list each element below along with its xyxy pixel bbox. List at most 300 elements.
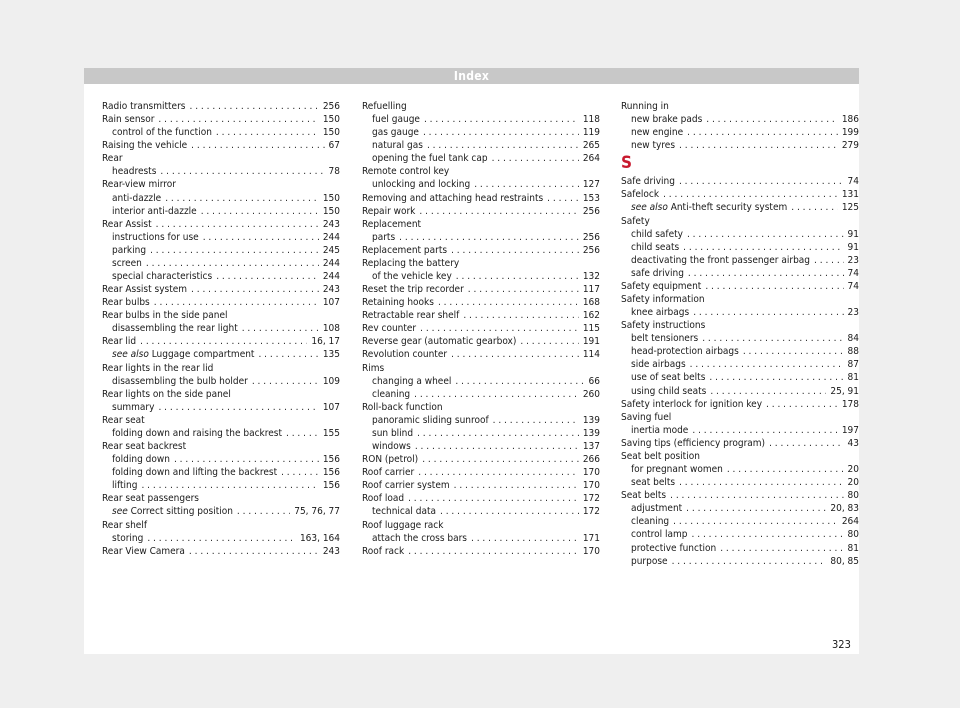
entry-text: Revolution counter: [362, 349, 448, 361]
page-reference: 132: [582, 271, 600, 283]
entry-text: Removing and attaching head restraints: [362, 192, 544, 204]
index-entry: [621, 201, 859, 214]
entry-text: control lamp: [631, 529, 688, 541]
page-reference: 155: [322, 427, 340, 439]
entry-text: using child seats: [631, 385, 707, 397]
entry-label: [102, 440, 186, 453]
index-heading: [362, 100, 600, 113]
entry-text: Roll-back function: [362, 401, 443, 413]
dot-leader: [201, 205, 319, 218]
page-reference: 178: [841, 398, 859, 410]
dot-leader: [191, 139, 324, 152]
entry-label: [112, 165, 156, 178]
page-reference: 244: [322, 231, 340, 243]
dot-leader: [670, 489, 843, 502]
index-entry: [621, 241, 859, 254]
index-entry: [621, 555, 859, 568]
dot-leader: [414, 388, 579, 401]
entry-text: folding down and lifting the backrest: [112, 467, 278, 479]
index-entry: [102, 505, 340, 518]
index-entry: [102, 165, 340, 178]
entry-text: Retaining hooks: [362, 297, 434, 309]
entry-text: Rear Assist: [102, 218, 152, 230]
dot-leader: [520, 335, 578, 348]
entry-text: Roof carrier: [362, 467, 415, 479]
index-column-3: [621, 100, 859, 568]
index-heading: [362, 165, 600, 178]
index-heading: [102, 519, 340, 532]
entry-text: Safe driving: [621, 176, 675, 188]
index-heading: [621, 293, 859, 306]
see-reference: see: [112, 506, 128, 518]
index-entry: [102, 335, 340, 348]
dot-leader: [702, 332, 843, 345]
entry-label: [112, 532, 143, 545]
index-entry: [102, 139, 340, 152]
dot-leader: [456, 270, 579, 283]
dot-leader: [720, 542, 843, 555]
dot-leader: [710, 385, 826, 398]
entry-text: Roof rack: [362, 545, 405, 557]
dot-leader: [492, 152, 579, 165]
entry-label: [112, 192, 161, 205]
index-entry: [102, 296, 340, 309]
index-entry: [102, 545, 340, 558]
entry-text: cleaning: [372, 388, 411, 400]
page-reference: 139: [582, 427, 600, 439]
entry-text: attach the cross bars: [372, 532, 467, 544]
page-reference: 150: [322, 127, 340, 139]
entry-text: fuel gauge: [372, 114, 420, 126]
entry-text: Saving fuel: [621, 411, 672, 423]
entry-text: Rear-view mirror: [102, 179, 176, 191]
entry-label: [631, 555, 668, 568]
entry-label: [102, 492, 199, 505]
page-reference: 243: [322, 218, 340, 230]
entry-label: [621, 398, 762, 411]
entry-text: Rear lid: [102, 336, 137, 348]
page-reference: 20: [847, 477, 859, 489]
index-entry: [621, 175, 859, 188]
entry-text: RON (petrol): [362, 454, 419, 466]
entry-label: [112, 401, 154, 414]
dot-leader: [417, 427, 579, 440]
page-reference: 74: [847, 176, 859, 188]
entry-label: [102, 218, 152, 231]
page-reference: 139: [582, 414, 600, 426]
page-reference: 81: [847, 542, 859, 554]
dot-leader: [454, 479, 579, 492]
entry-label: [631, 113, 702, 126]
entry-text: folding down and raising the backrest: [112, 427, 282, 439]
dot-leader: [686, 502, 826, 515]
entry-label: [112, 466, 277, 479]
entry-label: [631, 528, 688, 541]
entry-label: [102, 296, 150, 309]
page-reference: 199: [841, 127, 859, 139]
index-entry: [621, 188, 859, 201]
index-entry: [362, 453, 600, 466]
entry-text: Seat belts: [621, 490, 667, 502]
page-reference: 107: [322, 401, 340, 413]
entry-label: [112, 479, 137, 492]
page-reference: 91: [847, 241, 859, 253]
entry-text: Refuelling: [362, 101, 407, 112]
entry-label: [362, 362, 384, 375]
index-entry: [621, 113, 859, 126]
dot-leader: [419, 205, 578, 218]
index-entry: [362, 532, 600, 545]
entry-label: [102, 100, 185, 113]
index-entry: [621, 280, 859, 293]
index-entry: [362, 283, 600, 296]
dot-leader: [493, 414, 579, 427]
entry-text: purpose: [631, 555, 668, 567]
entry-label: [112, 270, 212, 283]
page-reference: 171: [582, 532, 600, 544]
index-entry: [362, 152, 600, 165]
entry-label: [112, 453, 170, 466]
entry-label: [362, 519, 443, 532]
entry-label: [631, 139, 675, 152]
page-reference: 264: [841, 516, 859, 528]
index-heading: [102, 309, 340, 322]
entry-text: safe driving: [631, 267, 684, 279]
entry-label: [362, 309, 459, 322]
page-reference: 256: [582, 205, 600, 217]
entry-text: of the vehicle key: [372, 271, 452, 283]
index-entry: [102, 401, 340, 414]
page-reference: 84: [847, 333, 859, 345]
entry-text: Rear bulbs: [102, 297, 150, 309]
index-entry: [102, 270, 340, 283]
entry-text: new brake pads: [631, 114, 703, 126]
page-reference: 109: [322, 375, 340, 387]
index-heading: [362, 362, 600, 375]
dot-leader: [451, 244, 579, 257]
page-reference: 244: [322, 271, 340, 283]
dot-leader: [706, 113, 838, 126]
index-entry: [362, 466, 600, 479]
index-heading: [362, 519, 600, 532]
entry-text: Retractable rear shelf: [362, 310, 460, 322]
entry-text: Rear bulbs in the side panel: [102, 310, 228, 322]
dot-leader: [252, 375, 319, 388]
dot-leader: [189, 545, 319, 558]
page-reference: 135: [322, 349, 340, 361]
dot-leader: [474, 178, 579, 191]
index-entry: [362, 178, 600, 191]
dot-leader: [673, 515, 838, 528]
dot-leader: [791, 201, 838, 214]
index-entry: [621, 254, 859, 267]
dot-leader: [418, 466, 579, 479]
dot-leader: [688, 267, 844, 280]
index-entry: [621, 139, 859, 152]
page-reference: 81: [847, 372, 859, 384]
entry-text: screen: [112, 257, 142, 269]
dot-leader: [140, 335, 307, 348]
page-reference: 170: [582, 545, 600, 557]
entry-text: Rev counter: [362, 323, 417, 335]
entry-text: Rear: [102, 153, 123, 165]
entry-text: new engine: [631, 127, 684, 139]
entry-text: Raising the vehicle: [102, 140, 188, 152]
index-entry: [621, 385, 859, 398]
dot-leader: [440, 505, 579, 518]
dot-leader: [709, 371, 843, 384]
page-reference: 119: [582, 127, 600, 139]
entry-label: [362, 401, 443, 414]
section-letter: S: [621, 153, 633, 174]
dot-leader: [422, 453, 579, 466]
entry-label: [102, 178, 176, 191]
index-entry: [362, 296, 600, 309]
entry-text: Rear Assist system: [102, 284, 188, 296]
page-reference: 172: [582, 506, 600, 518]
entry-text: anti-dazzle: [112, 192, 162, 204]
dot-leader: [687, 126, 838, 139]
index-entry: [621, 228, 859, 241]
index-entry: [362, 505, 600, 518]
index-heading: [362, 257, 600, 270]
index-entry: [621, 126, 859, 139]
dot-leader: [693, 306, 843, 319]
entry-label: [631, 502, 682, 515]
entry-label: [362, 348, 447, 361]
entry-text: Rear shelf: [102, 519, 147, 531]
index-entry: [102, 205, 340, 218]
entry-text: Rear seat passengers: [102, 493, 199, 505]
dot-leader: [420, 322, 579, 335]
page-reference: 279: [841, 140, 859, 152]
page-reference: 20, 83: [830, 503, 859, 515]
entry-text: Rear seat: [102, 414, 145, 426]
page-reference: 243: [322, 545, 340, 557]
entry-label: [362, 545, 404, 558]
dot-leader: [679, 139, 838, 152]
entry-label: [102, 152, 123, 165]
index-entry: [362, 270, 600, 283]
dot-leader: [281, 466, 319, 479]
index-entry: [621, 306, 859, 319]
index-entry: [102, 532, 340, 545]
entry-text: Correct sitting position: [130, 506, 233, 518]
entry-text: child safety: [631, 228, 683, 240]
page-reference: 256: [582, 244, 600, 256]
page-reference: 75, 76, 77: [294, 506, 340, 518]
index-heading: [621, 450, 859, 463]
entry-text: Radio transmitters: [102, 101, 186, 112]
dot-leader: [455, 375, 584, 388]
dot-leader: [705, 280, 843, 293]
entry-text: Rear lights on the side panel: [102, 388, 231, 400]
index-entry: [621, 358, 859, 371]
page-reference: 186: [841, 114, 859, 126]
dot-leader: [150, 244, 319, 257]
dot-leader: [727, 463, 844, 476]
page-reference: 80: [847, 529, 859, 541]
page-reference: 78: [328, 166, 340, 178]
dot-leader: [399, 231, 579, 244]
dot-leader: [216, 270, 319, 283]
page-reference: 150: [322, 114, 340, 126]
entry-label: [621, 280, 701, 293]
entry-label: [112, 348, 254, 361]
entry-label: [102, 139, 187, 152]
entry-label: [102, 414, 145, 427]
entry-label: [372, 427, 413, 440]
entry-text: Rear seat backrest: [102, 441, 187, 453]
entry-label: [102, 309, 228, 322]
page-reference: 131: [841, 189, 859, 201]
page-reference: 153: [582, 192, 600, 204]
entry-text: Luggage compartment: [151, 349, 255, 361]
entry-label: [112, 427, 282, 440]
entry-label: [102, 283, 187, 296]
page-reference: 23: [847, 254, 859, 266]
index-heading: [102, 178, 340, 191]
page-reference: 43: [847, 437, 859, 449]
page-reference: 244: [322, 257, 340, 269]
entry-label: [372, 231, 395, 244]
entry-label: [362, 244, 447, 257]
entry-label: [631, 254, 810, 267]
index-entry: [102, 100, 340, 113]
dot-leader: [687, 228, 844, 241]
entry-text: Reset the trip recorder: [362, 284, 464, 296]
index-column-1: [102, 100, 340, 558]
dot-leader: [683, 241, 843, 254]
entry-text: sun blind: [372, 427, 414, 439]
index-entry: [362, 414, 600, 427]
entry-text: panoramic sliding sunroof: [372, 414, 489, 426]
index-entry: [102, 375, 340, 388]
page-reference: 16, 17: [311, 336, 340, 348]
entry-label: [631, 371, 705, 384]
dot-leader: [679, 175, 844, 188]
dot-leader: [156, 218, 319, 231]
entry-text: Rear View Camera: [102, 545, 185, 557]
index-heading: [102, 388, 340, 401]
entry-text: Roof luggage rack: [362, 519, 444, 531]
entry-text: interior anti-dazzle: [112, 205, 197, 217]
entry-text: windows: [372, 441, 411, 453]
entry-label: [631, 476, 675, 489]
index-heading: [621, 215, 859, 228]
entry-text: child seats: [631, 241, 680, 253]
page-reference: 118: [582, 114, 600, 126]
dot-leader: [408, 492, 579, 505]
entry-label: [112, 322, 238, 335]
entry-text: disassembling the bulb holder: [112, 375, 248, 387]
entry-text: belt tensioners: [631, 333, 699, 345]
entry-label: [102, 335, 136, 348]
dot-leader: [408, 545, 579, 558]
dot-leader: [141, 479, 318, 492]
entry-label: [621, 293, 705, 306]
index-entry: [102, 348, 340, 361]
entry-text: Replacement parts: [362, 244, 448, 256]
dot-leader: [423, 126, 579, 139]
dot-leader: [154, 296, 319, 309]
page-reference: 170: [582, 480, 600, 492]
index-entry: [621, 515, 859, 528]
dot-leader: [286, 427, 319, 440]
dot-leader: [237, 505, 290, 518]
index-entry: [102, 453, 340, 466]
entry-text: special characteristics: [112, 271, 213, 283]
see-reference: see also: [112, 349, 149, 361]
entry-text: Reverse gear (automatic gearbox): [362, 336, 517, 348]
entry-label: [362, 257, 459, 270]
entry-text: Repair work: [362, 205, 416, 217]
dot-leader: [415, 440, 579, 453]
entry-text: Replacing the battery: [362, 257, 460, 269]
index-entry: [102, 322, 340, 335]
page-reference: 74: [847, 267, 859, 279]
entry-text: technical data: [372, 506, 436, 518]
entry-label: [372, 139, 423, 152]
dot-leader: [165, 192, 319, 205]
index-entry: [362, 244, 600, 257]
entry-label: [631, 267, 684, 280]
entry-text: knee airbags: [631, 307, 690, 319]
entry-text: Safety: [621, 215, 650, 227]
index-heading: [621, 411, 859, 424]
entry-label: [102, 388, 231, 401]
dot-leader: [146, 257, 319, 270]
index-entry: [621, 542, 859, 555]
entry-label: [362, 283, 464, 296]
entry-label: [102, 113, 154, 126]
page-reference: 127: [582, 179, 600, 191]
index-entry: [362, 192, 600, 205]
page-reference: 197: [841, 424, 859, 436]
dot-leader: [471, 532, 579, 545]
page-header: [84, 68, 859, 84]
page-reference: 156: [322, 454, 340, 466]
entry-label: [112, 126, 212, 139]
entry-text: use of seat belts: [631, 372, 706, 384]
page-reference: 66: [588, 375, 600, 387]
entry-text: Safety equipment: [621, 280, 702, 292]
page-reference: 150: [322, 205, 340, 217]
dot-leader: [663, 188, 838, 201]
page-reference: 91: [847, 228, 859, 240]
page-reference: 168: [582, 297, 600, 309]
entry-label: [631, 542, 716, 555]
entry-text: side airbags: [631, 359, 686, 371]
page-reference: 172: [582, 493, 600, 505]
page-reference: 170: [582, 467, 600, 479]
entry-label: [372, 440, 411, 453]
entry-label: [112, 257, 142, 270]
entry-label: [621, 437, 765, 450]
page-reference: 88: [847, 346, 859, 358]
entry-text: Rear lights in the rear lid: [102, 362, 214, 374]
entry-text: instructions for use: [112, 231, 199, 243]
entry-label: [362, 165, 449, 178]
index-entry: [362, 113, 600, 126]
dot-leader: [147, 532, 296, 545]
dot-leader: [427, 139, 579, 152]
entry-label: [631, 332, 698, 345]
entry-label: [621, 188, 659, 201]
index-entry: [362, 309, 600, 322]
entry-text: Saving tips (efficiency program): [621, 437, 766, 449]
entry-text: parts: [372, 231, 396, 243]
